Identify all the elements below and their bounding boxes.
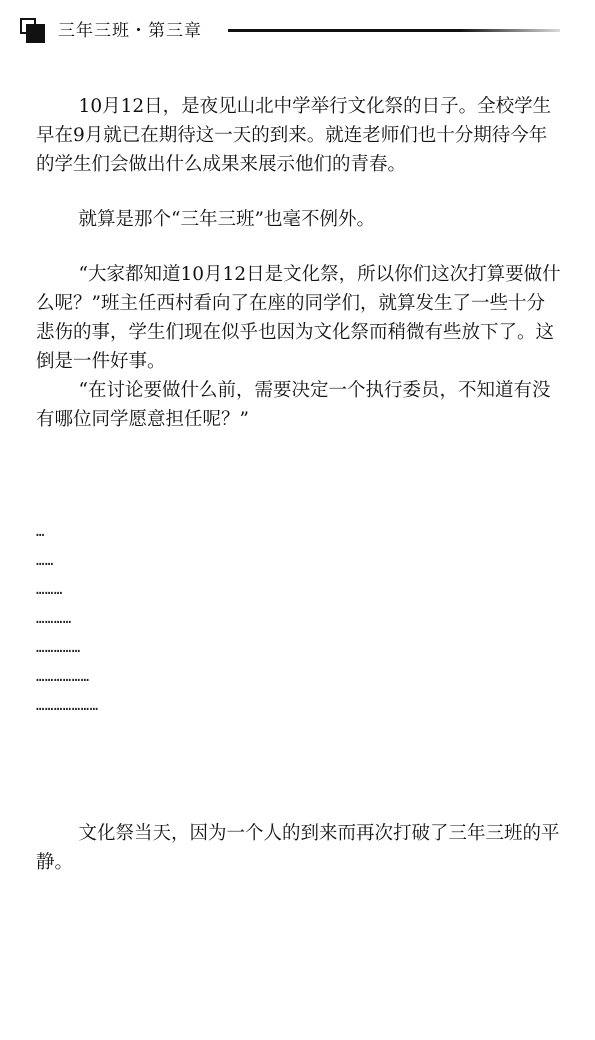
ellipsis-line: ………………… xyxy=(36,698,99,714)
paragraph-committee-question: “在讨论要做什么前，需要决定一个执行委员，不知道有没有哪位同学愿意担任呢？” xyxy=(36,380,551,430)
ellipsis-line: …………… xyxy=(36,640,81,656)
ellipsis-line: ……… xyxy=(36,582,63,598)
header-divider xyxy=(228,29,560,32)
ellipsis-line: … xyxy=(36,524,45,540)
chapter-title: 三年三班・第三章 xyxy=(58,21,202,41)
page-header xyxy=(20,18,560,46)
paragraph-festival-intro: 10月12日，是夜见山北中学举行文化祭的日子。全校学生早在9月就已在期待这一天的到来。就连老师们也十分期待今年的学生们会做出什么成果来展示他们的青春。 xyxy=(36,96,552,175)
paragraph-festival-day: 文化祭当天，因为一个人的到来而再次打破了三年三班的平静。 xyxy=(36,823,560,873)
chapter-square-icon xyxy=(20,18,46,44)
ellipsis-line: ……………… xyxy=(36,669,90,685)
ellipsis-line: …… xyxy=(36,553,54,569)
ellipsis-line: ………… xyxy=(36,611,72,627)
paragraph-teacher-question: “大家都知道10月12日是文化祭，所以你们这次打算要做什么呢？”班主任西村看向了在座的同学们，就算发生了一些十分悲伤的事，学生们现在似乎也因为文化祭而稍微有些放下了。这倒是一件好事。 xyxy=(36,264,561,372)
paragraph-class-three: 就算是那个“三年三班”也毫不例外。 xyxy=(78,209,375,230)
chapter-body xyxy=(36,92,562,877)
